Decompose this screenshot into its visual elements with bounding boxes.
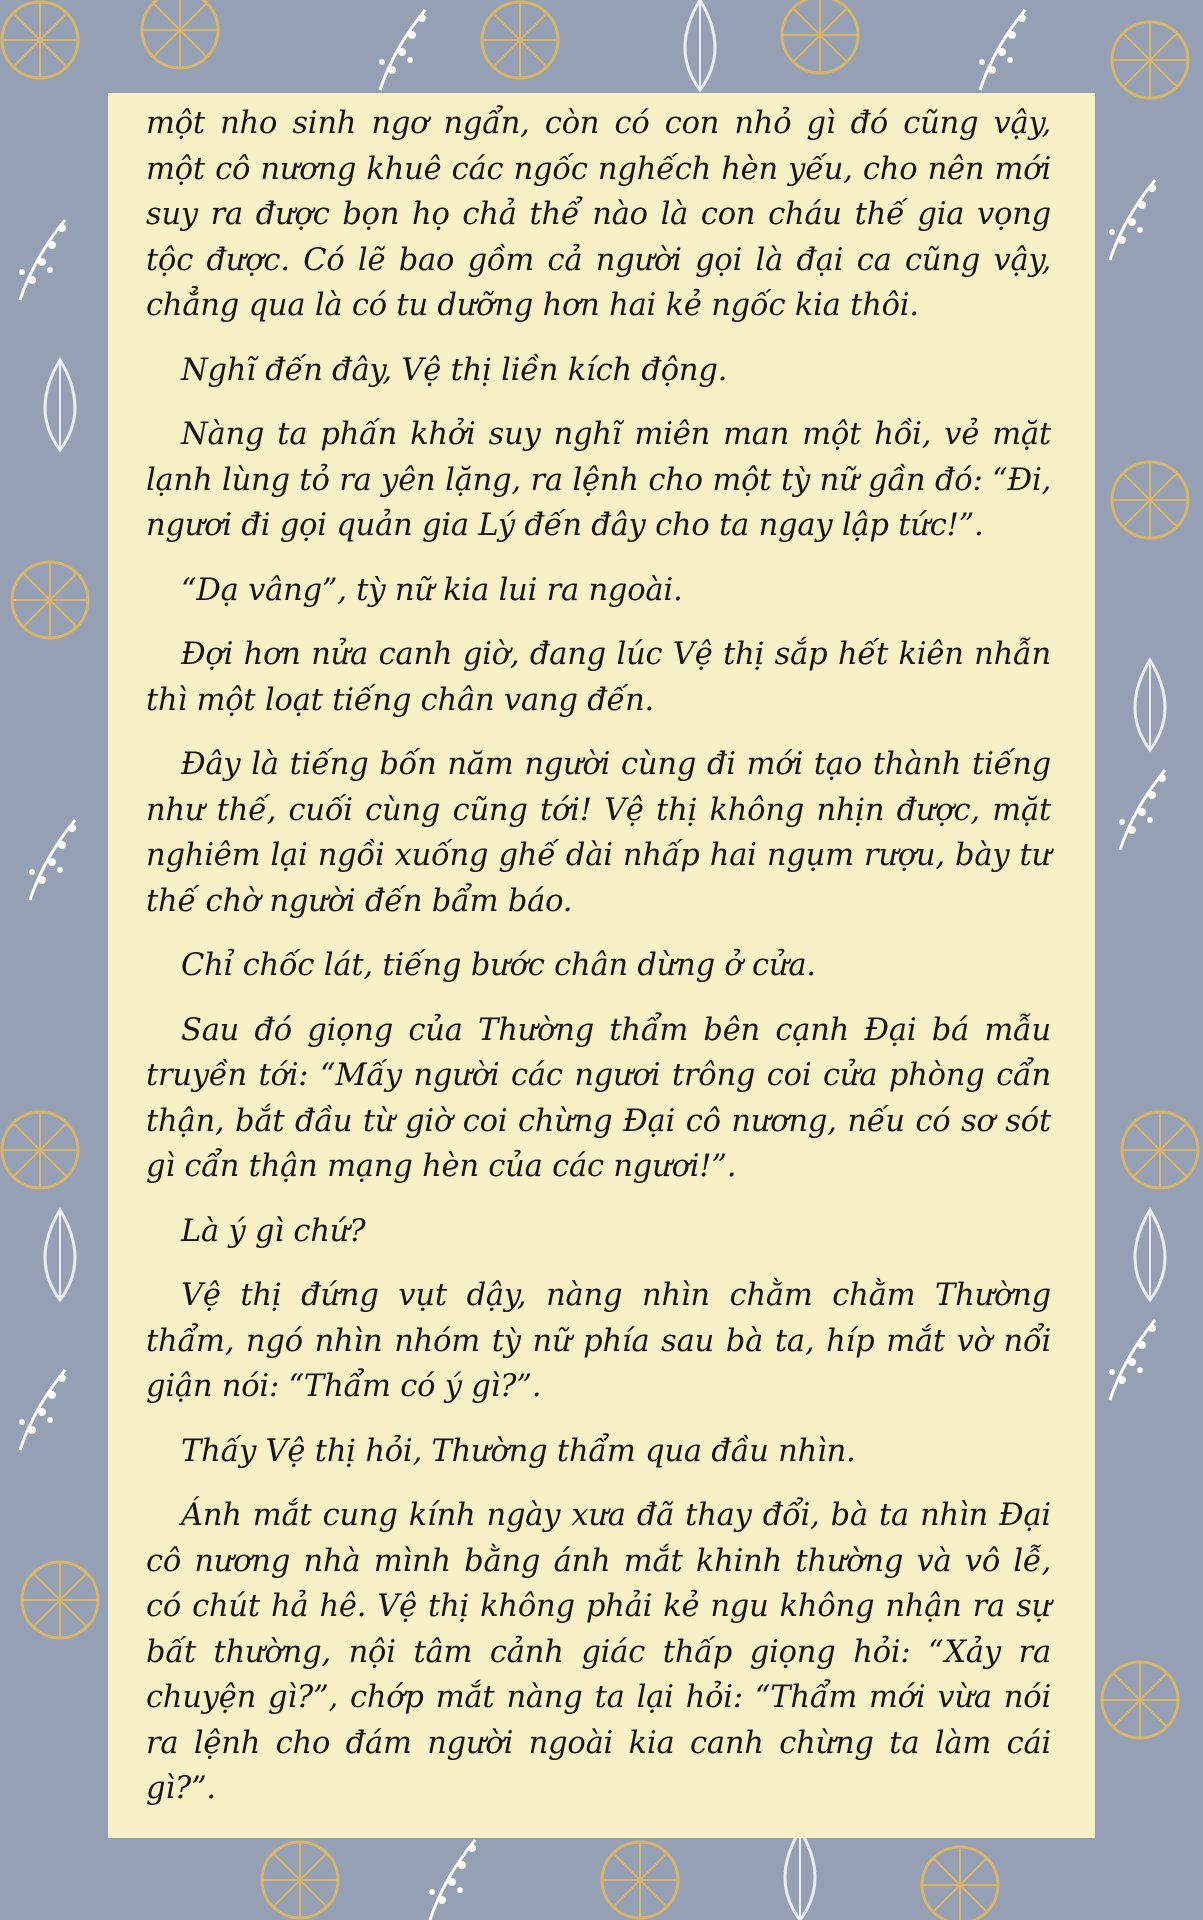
paragraph: Nghĩ đến đây, Vệ thị liền kích động. xyxy=(181,352,728,388)
paragraph: một nho sinh ngơ ngẩn, còn có con nhỏ gì đó cũng vậy, một cô nương khuê các ngốc nghếch hèn yếu, cho nên mới suy ra được bọn họ chả thể nào là con cháu thế gia vọng tộc được. Có lẽ bao gồm cả người gọi là đại ca cũng vậy, chẳng qua là có tu dưỡng hơn hai kẻ ngốc kia thôi. xyxy=(146,106,1051,323)
paragraph: Ánh mắt cung kính ngày xưa đã thay đổi, bà ta nhìn Đại cô nương nhà mình bằng ánh mắt khinh thường và vô lễ, có chút hả hê. Vệ thị không phải kẻ ngu không nhận ra sự bất thường, nội tâm cảnh giác thấp giọng hỏi: “Xảy ra chuyện gì?”, chớp mắt nàng ta lại hỏi: “Thẩm mới vừa nói ra lệnh cho đám người ngoài kia canh chừng ta làm cái gì?”. xyxy=(146,1498,1051,1806)
paragraph: Nàng ta phấn khởi suy nghĩ miên man một hồi, vẻ mặt lạnh lùng tỏ ra yên lặng, ra lệnh cho một tỳ nữ gần đó: “Đi, ngươi đi gọi quản gia Lý đến đây cho ta ngay lập tức!”. xyxy=(146,417,1051,543)
paragraph: Vệ thị đứng vụt dậy, nàng nhìn chằm chằm Thường thẩm, ngó nhìn nhóm tỳ nữ phía sau bà ta, híp mắt vờ nổi giận nói: “Thẩm có ý gì?”. xyxy=(146,1278,1051,1404)
paragraph: Chỉ chốc lát, tiếng bước chân dừng ở cửa. xyxy=(181,948,816,983)
text-page xyxy=(108,93,1095,1838)
paragraph: Đây là tiếng bốn năm người cùng đi mới tạo thành tiếng như thế, cuối cùng cũng tới! Vệ thị không nhịn được, mặt nghiêm lại ngồi xuống ghế dài nhấp hai ngụm rượu, bày tư thế chờ người đến bẩm báo. xyxy=(146,747,1051,919)
paragraph: Sau đó giọng của Thường thẩm bên cạnh Đại bá mẫu truyền tới: “Mấy người các ngươi trông coi cửa phòng cẩn thận, bắt đầu từ giờ coi chừng Đại cô nương, nếu có sơ sót gì cẩn thận mạng hèn của các ngươi!”. xyxy=(146,1012,1051,1184)
paragraph: “Dạ vâng”, tỳ nữ kia lui ra ngoài. xyxy=(181,572,683,608)
paragraph: Thấy Vệ thị hỏi, Thường thẩm qua đầu nhìn. xyxy=(181,1433,856,1469)
paragraph: Đợi hơn nửa canh giờ, đang lúc Vệ thị sắp hết kiên nhẫn thì một loạt tiếng chân vang đến. xyxy=(146,637,1051,718)
paragraph: Là ý gì chứ? xyxy=(181,1213,366,1249)
